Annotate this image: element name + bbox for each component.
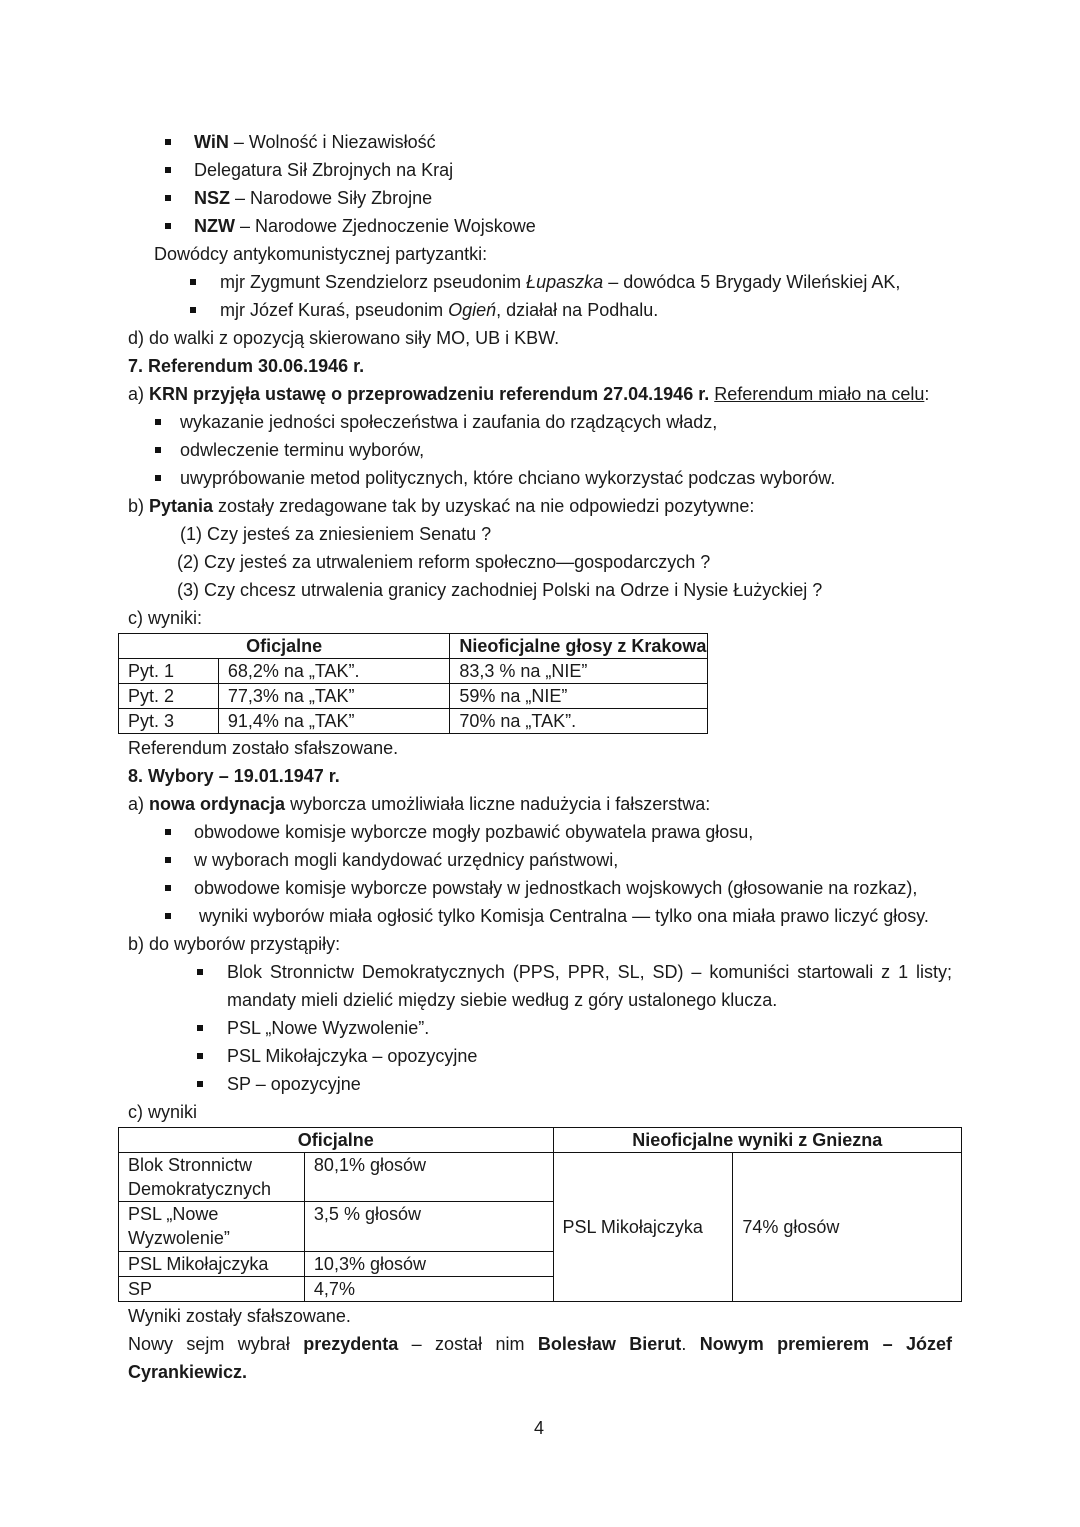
bullet [165,195,171,201]
org-item: Delegatura Sił Zbrojnych na Kraj [194,160,454,180]
goal-item: wykazanie jedności społeczeństwa i zaufania do rządzących władz, [180,412,718,432]
table-row: Pyt. 2 77,3% na „TAK” 59% na „NIE” [119,684,708,709]
section-7-title: 7. Referendum 30.06.1946 r. [128,356,365,376]
elections-table [118,1127,962,1302]
bullet [165,885,171,891]
party-item: PSL „Nowe Wyzwolenie”. [227,1018,430,1038]
bullet [165,913,171,919]
bullet [197,1081,203,1087]
page-number: 4 [534,1418,545,1438]
table-row: Blok Stronnictw Demokratycznych 80,1% głosów PSL Mikołajczyka 74% głosów [119,1153,962,1202]
bullet [197,1053,203,1059]
bullet [165,829,171,835]
bullet [165,167,171,173]
section-8-b: b) do wyborów przystąpiły: [128,934,341,954]
abuse-item: obwodowe komisje wyborcze mogły pozbawić obywatela prawa głosu, [194,822,754,842]
unofficial-result: 74% głosów [733,1153,962,1302]
bullet [165,857,171,863]
header-official: Oficjalne [119,634,450,659]
unofficial-party: PSL Mikołajczyka [553,1153,733,1302]
bullet [155,419,161,425]
commander-item: mjr Zygmunt Szendzielorz pseudonim Łupaszka – dowódca 5 Brygady Wileńskiej AK, [220,272,901,292]
section-7-c: c) wyniki: [128,608,203,628]
org-item: NSZ – Narodowe Siły Zbrojne [194,188,433,208]
goal-item: odwleczenie terminu wyborów, [180,440,425,460]
header-unofficial: Nieoficjalne wyniki z Gniezna [553,1128,962,1153]
bullet [165,139,171,145]
bullet [197,969,203,975]
bullet [165,223,171,229]
party-item: SP – opozycyjne [227,1074,361,1094]
goal-item: uwypróbowanie metod politycznych, które chciano wykorzystać podczas wyborów. [180,468,836,488]
question-item: (2) Czy jesteś za utrwaleniem reform społeczno—gospodarczych ? [177,552,711,572]
bullet [197,1025,203,1031]
party-item: PSL Mikołajczyka – opozycyjne [227,1046,478,1066]
commander-item: mjr Józef Kuraś, pseudonim Ogień, działał na Podhalu. [220,300,659,320]
section-8-c: c) wyniki [128,1102,198,1122]
bullet [190,307,196,313]
abuse-item: wyniki wyborów miała ogłosić tylko Komisja Centralna — tylko ona miała prawo liczyć głosy. [199,906,929,926]
abuse-item: w wyborach mogli kandydować urzędnicy państwowi, [194,850,619,870]
header-unofficial: Nieoficjalne głosy z Krakowa [450,634,708,659]
section-7-a: a) KRN przyjęła ustawę o przeprowadzeniu referendum 27.04.1946 r. Referendum miało na celu: [128,384,930,404]
table-row: SP 4,7% [119,1277,962,1302]
table-row: Pyt. 1 68,2% na „TAK”. 83,3 % na „NIE” [119,659,708,684]
bullet [190,279,196,285]
commanders-heading: Dowódcy antykomunistycznej partyzantki: [154,244,488,264]
party-item: Blok Stronnictw Demokratycznych (PPS, PPR, SL, SD) – komuniści startowali z 1 listy; [227,962,952,982]
party-item-continuation: mandaty mieli dzielić między siebie według z góry ustalonego klucza. [227,990,778,1010]
section-7-b: b) Pytania zostały zredagowane tak by uzyskać na nie odpowiedzi pozytywne: [128,496,755,516]
bullet [155,475,161,481]
final-paragraph-continuation: Cyrankiewicz. [128,1362,248,1382]
referendum-falsified: Referendum zostało sfałszowane. [128,738,399,758]
header-official: Oficjalne [119,1128,554,1153]
table-row: Pyt. 3 91,4% na „TAK” 70% na „TAK”. [119,709,708,734]
table-row: PSL Mikołajczyka 10,3% głosów [119,1252,962,1277]
table-row: PSL „Nowe Wyzwolenie” 3,5 % głosów [119,1202,962,1252]
org-item: NZW – Narodowe Zjednoczenie Wojskowe [194,216,536,236]
question-item: (1) Czy jesteś za zniesieniem Senatu ? [180,524,492,544]
question-item: (3) Czy chcesz utrwalenia granicy zachodniej Polski na Odrze i Nysie Łużyckiej ? [177,580,823,600]
referendum-table [118,633,708,734]
abuse-item: obwodowe komisje wyborcze powstały w jednostkach wojskowych (głosowanie na rozkaz), [194,878,918,898]
point-d: d) do walki z opozycją skierowano siły MO, UB i KBW. [128,328,560,348]
final-paragraph: Nowy sejm wybrał prezydenta – został nim Bolesław Bierut. Nowym premierem – Józef [128,1334,952,1354]
org-item: WiN – Wolność i Niezawisłość [194,132,436,152]
elections-falsified: Wyniki zostały sfałszowane. [128,1306,351,1326]
section-8-title: 8. Wybory – 19.01.1947 r. [128,766,340,786]
bullet [155,447,161,453]
section-8-a: a) nowa ordynacja wyborcza umożliwiała liczne nadużycia i fałszerstwa: [128,794,711,814]
